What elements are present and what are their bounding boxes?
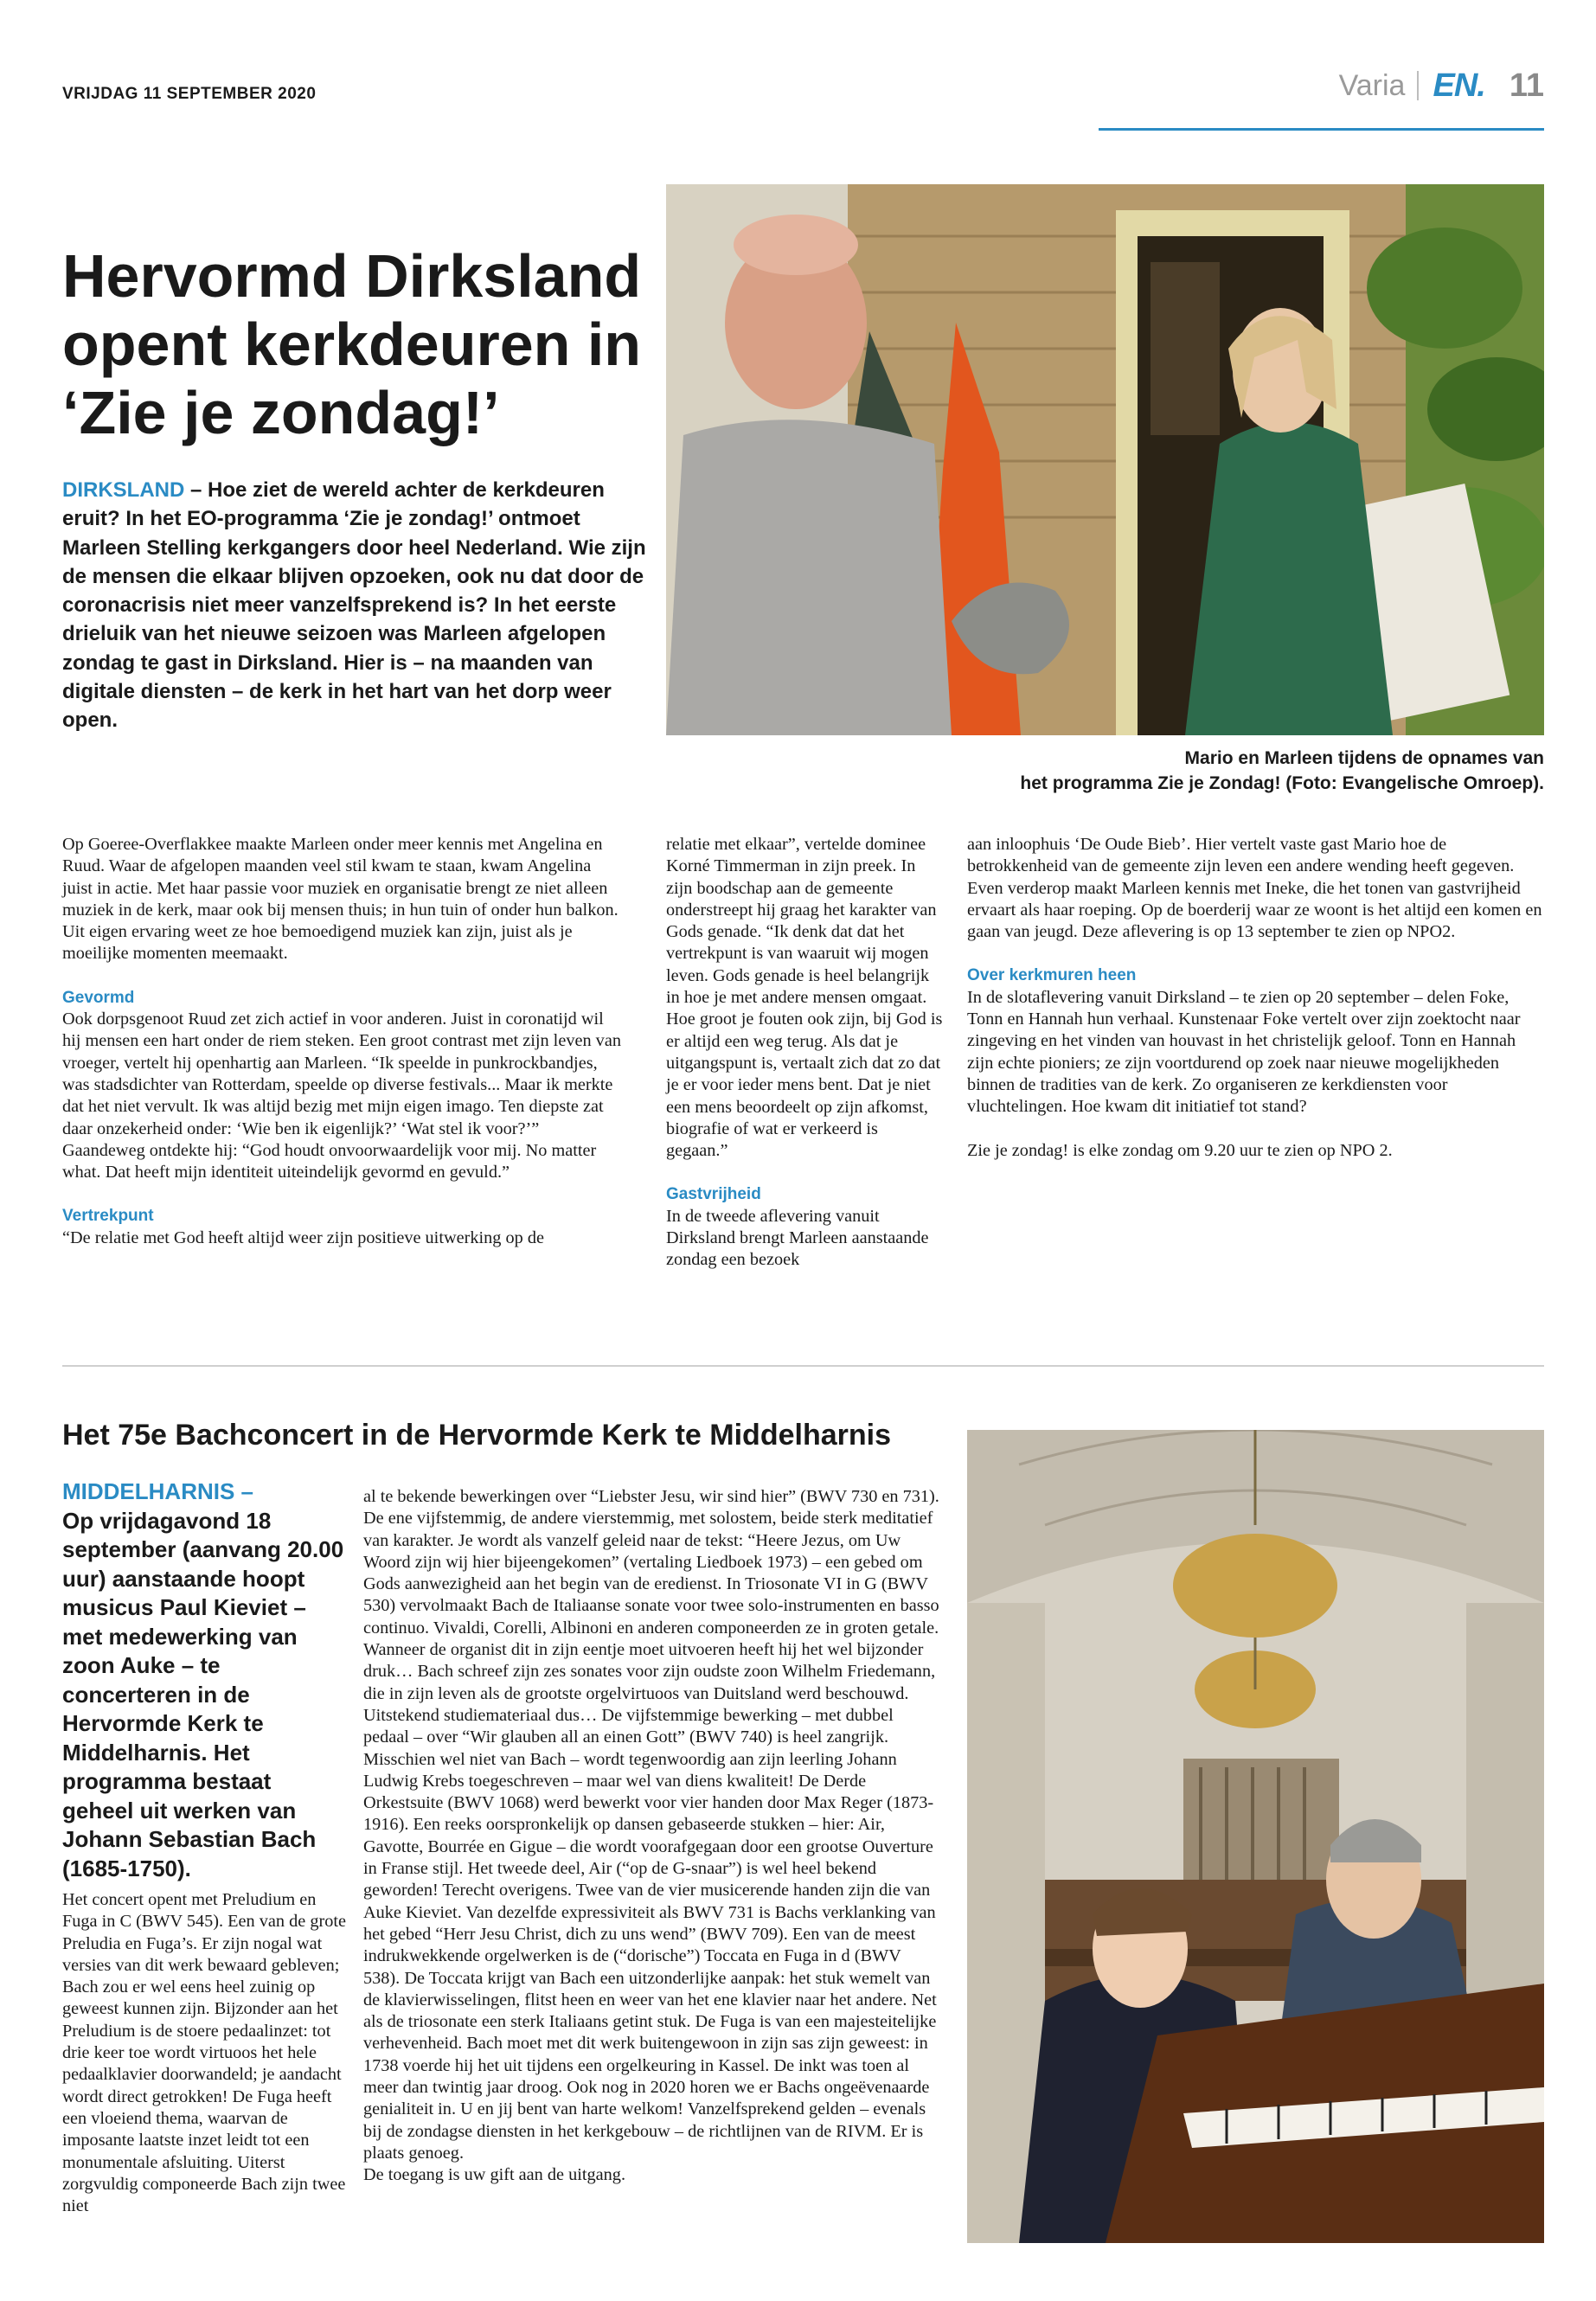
article1-column-2 (666, 834, 943, 1272)
article1-photo (666, 184, 1544, 735)
page-number: 11 (1509, 67, 1544, 104)
subheading-gevormd: Gevormd (62, 988, 135, 1007)
publication-logo: EN. (1433, 67, 1485, 104)
church-organ-photo-illustration (967, 1430, 1544, 2243)
paragraph: In de slotaflevering vanuit Dirksland – te zien op 20 september – delen Foke, Tonn en Hannah hun verhaal. Kunstenaar Foke vertelt over zijn zoektocht naar zingeving en het vinden van houvast in het christelijk geloof. Tonn en Hannah zijn echte pioniers; ze zijn voortdurend op zoek naar nieuwe mogelijkheden binnen de tradities van de kerk. Zo organiseren ze kerkdiensten voor vluchtelingen. Hoe kwam dit initiatief tot stand? (967, 987, 1521, 1117)
paragraph: Het concert opent met Preludium en Fuga in C (BWV 545). Een van de grote Preludia en Fuga’s. Er zijn nogal wat versies van dit werk bewaard gebleven; Bach zou er wel eens heel zuinig op geweest kunnen zijn. Bijzonder aan het Preludium is de stoere pedaalinzet: tot drie keer toe wordt virtuoos het hele pedaalklavier doorwandeld; je aandacht wordt direct getrokken! De Fuga heeft een vloeiend thema, waarvan de imposante laatste inzet leidt tot een monumentale afsluiting. Uiterst zorgvuldig componeerde Bach zijn twee niet (62, 1890, 347, 2216)
article2-photo (967, 1430, 1544, 2243)
article1-lead-text: – Hoe ziet de wereld achter de kerkdeuren eruit? In het EO-programma ‘Zie je zondag!’ ontmoet Marleen Stelling kerkgangers door heel Nederland. Wie zijn de mensen die elkaar blijven opzoeken, ook nu dat door de coronacrisis niet meer vanzelfsprekend is? In het eerste drieluik van het nieuwe seizoen was Marleen afgelopen zondag te gast in Dirksland. Hier is – na maanden van digitale diensten – de kerk in het hart van het dorp weer open. (62, 478, 646, 733)
porch-photo-illustration (666, 184, 1544, 735)
article1-headline: Hervormd Dirksland opent kerkdeuren in ‘Zie je zondag!’ (62, 242, 642, 446)
paragraph: In de tweede aflevering vanuit Dirksland brengt Marleen aanstaande zondag een bezoek (666, 1206, 929, 1270)
article1-photo-caption (900, 746, 1544, 796)
paragraph: aan inloophuis ‘De Oude Bieb’. Hier vertelt vaste gast Mario hoe de betrokkenheid van de gemeente zijn leven een andere wending heeft gegeven. Even verderop maakt Marleen kennis met Ineke, die het tonen van gastvrijheid ervaart als haar roeping. Op de boerderij waar ze woont is het altijd een komen en gaan van jeugd. Deze aflevering is op 13 september te zien op NPO2. (967, 835, 1542, 942)
article2-headline: Het 75e Bachconcert in de Hervormde Kerk te Middelharnis (62, 1419, 891, 1452)
article1-column-1 (62, 834, 625, 1249)
paragraph: Zie je zondag! is elke zondag om 9.20 uur te zien op NPO 2. (967, 1140, 1393, 1160)
paragraph: relatie met elkaar”, vertelde dominee Korné Timmerman in zijn preek. In zijn boodschap aan de gemeente onderstreept hij graag het karakter van Gods genade. “Ik denk dat dat het vertrekpunt is van waaruit wij mogen leven. Gods genade is heel belangrijk in hoe je met andere mensen omgaat. Hoe groot je fouten ook zijn, bij God is er altijd een weg terug. Als dat je uitgangspunt is, vertaalt zich dat zo dat je er voor ieder mens bent. Dat je niet een mens beoordeelt op zijn afkomst, biografie of wat er verkeerd is gegaan.” (666, 835, 943, 1161)
issue-date: VRIJDAG 11 SEPTEMBER 2020 (62, 85, 317, 103)
article2-lead-text: Op vrijdagavond 18 september (aanvang 20.00 uur) aanstaande hoopt musicus Paul Kieviet – met medewerking van zoon Auke – te concerteren in de Hervormde Kerk te Middelharnis. Het programma bestaat geheel uit werken van Johann Sebastian Bach (1685-1750). (62, 1507, 344, 1881)
section-label: Varia (1338, 68, 1406, 102)
article2-column-1 (62, 1889, 348, 2217)
paragraph: al te bekende bewerkingen over “Liebster Jesu, wir sind hier” (BWV 730 en 731). De ene vijfstemmig, de andere vierstemmig, met solostem, beide sterk meditatief van karakter. Je wordt als vanzelf geleid naar de tekst: “Heere Jezus, om Uw Woord zijn wij hier bijeengekomen” (vertaling Liedboek 1973) – een gebed om Gods aanwezigheid aan het begin van de eredienst. In Triosonate VI in G (BWV 530) vervolmaakt Bach de Italiaanse sonate voor twee solo-instrumenten en basso continuo. Vivaldi, Corelli, Albinoni en anderen componeerden ze in groten getale. Wanneer de organist dit in zijn eentje moet uitvoeren heeft hij het wel bijzonder druk… Bach schreef zijn zes sonates voor zijn oudste zoon Wilhelm Friedemann, die in zijn leven als de grootste orgelvirtuoos van Duitsland werd beschouwd. Uitstekend studiemateriaal dus… De vijfstemmige bewerking – met dubbel pedaal – over “Wir glauben all an einen Gott” (BWV 740) is heel zangrijk. Misschien wel niet van Bach – wordt tegenwoordig aan zijn leerling Johann Ludwig Krebs toegeschreven – maar wel van diens kwaliteit! De Derde Orkestsuite (BWV 1068) werd bewerkt voor vier handen door Max Reger (1873-1916). Een reeks oorspronkelijk op dansen gebaseerde stukken – hier: Air, Gavotte, Bourrée en Gigue – die wordt voorafgegaan door een grootse Ouverture in Franse stijl. Het tweede deel, Air (“op de G-snaar”) is wel heel bekend geworden! Terecht overigens. Twee van de vier musicerende handen zijn die van Auke Kieviet. Van dezelfde expressiviteit als BWV 731 is Bachs verklanking van het gebed “Herr Jesu Christ, dich zu uns wend” (BWV 709). Een van de meest indrukwekkende orgelwerken is de (“dorische”) Toccata en Fuga in d (BWV 538). De Toccata krijgt van Bach een uitzonderlijke aanpak: het stuk wemelt van de klavierwisselingen, flitst heen en weer van het ene klavier naar het andere. Net als de triosonate een sterk Italiaans getint stuk. De Fuga is van een majesteitelijke verhevenheid. Bach moet met dit werk buitengewoon in zijn sas zijn geweest: in 1738 voerde hij het uit tijdens een orgelkeuring in Kassel. De inkt was toen al meer dan twintig jaar droog. Ook nog in 2020 horen we er Bachs ongeëvenaarde genialiteit in. U en jij bent van harte welkom! Vanzelfsprekend gelden – evenals bij de zondagse diensten in het kerkgebouw – de richtlijnen van de RIVM. Er is plaats genoeg. (363, 1487, 939, 2163)
header-rule (1099, 128, 1544, 131)
subheading-over-kerkmuren-heen: Over kerkmuren heen (967, 966, 1137, 985)
paragraph: De toegang is uw gift aan de uitgang. (363, 2165, 626, 2185)
paragraph: Ook dorpsgenoot Ruud zet zich actief in voor anderen. Juist in coronatijd wil hij mensen een hart onder de riem steken. Een groot contrast met zijn leven van vroeger, vertelt hij openhartig aan Marleen. “Ik speelde in punkrockbandjes, was stadsdichter van Rotterdam, speelde op diverse festivals... Maar ik merkte dat het niet vervult. Ik was altijd bezig met mijn eigen imago. Ten diepste zat daar onzekerheid onder: ‘Wie ben ik eigenlijk?’ ‘Wat stel ik voor?’” Gaandeweg ontdekte hij: “God houdt onvoorwaardelijk voor mij. No matter what. Dat heeft mijn identiteit uiteindelijk gevormd en gevuld.” (62, 1009, 621, 1183)
article1-column-3 (967, 834, 1544, 1162)
article1-lead (62, 476, 651, 735)
caption-line-1: Mario en Marleen tijdens de opnames van (1184, 748, 1544, 768)
subheading-gastvrijheid: Gastvrijheid (666, 1185, 761, 1204)
article2-lead (62, 1477, 348, 1883)
article2-dateline: MIDDELHARNIS – (62, 1478, 254, 1504)
paragraph: “De relatie met God heeft altijd weer zijn positieve uitwerking op de (62, 1227, 544, 1247)
page-header (1339, 64, 1544, 107)
article1-dateline: DIRKSLAND (62, 478, 185, 502)
article2-column-2 (363, 1486, 939, 2187)
caption-line-2: het programma Zie je Zondag! (Foto: Evangelische Omroep). (1020, 773, 1544, 793)
paragraph: Op Goeree-Overflakkee maakte Marleen onder meer kennis met Angelina en Ruud. Waar de afgelopen maanden veel stil kwam te staan, kwam Angelina juist in actie. Met haar passie voor muziek en organisatie brengt ze niet alleen muziek in de kerk, maar ook bij mensen thuis; in hun tuin of onder hun balkon. Uit eigen ervaring weet ze hoe bemoedigend muziek kan zijn, juist als je moeilijke momenten meemaakt. (62, 835, 619, 964)
header-divider (1417, 71, 1419, 100)
article-separator (62, 1365, 1544, 1367)
subheading-vertrekpunt: Vertrekpunt (62, 1207, 154, 1226)
